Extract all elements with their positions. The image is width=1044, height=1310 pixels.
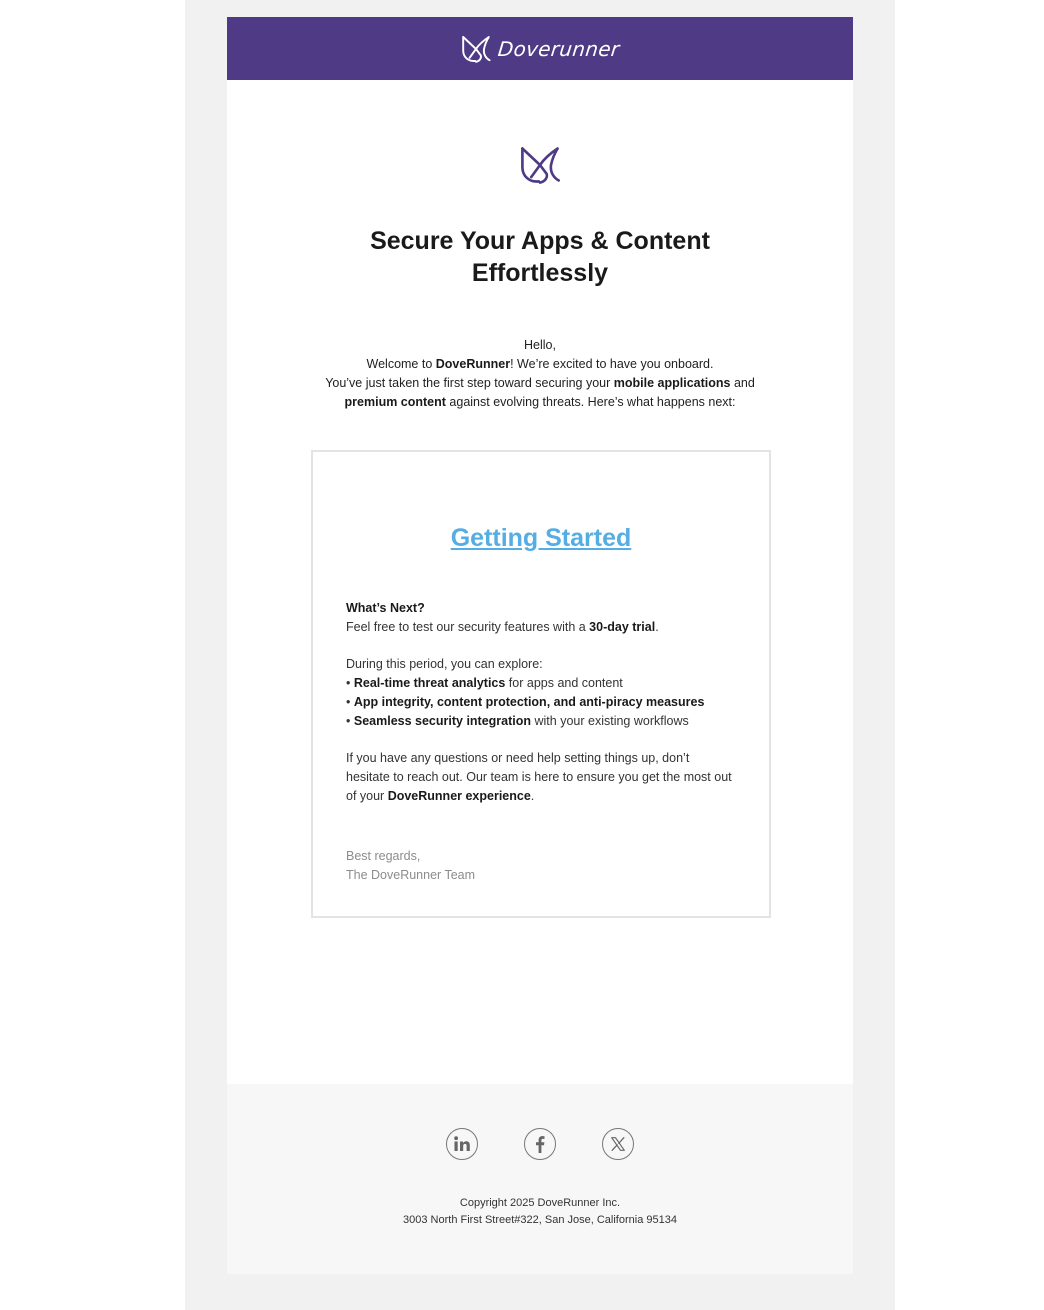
help-line-3 [346, 787, 741, 806]
copyright: Copyright 2025 DoveRunner Inc. [459, 1197, 621, 1209]
trial-bold: 30-day trial [589, 620, 656, 634]
footer-text [227, 1195, 853, 1229]
bullet: • [346, 695, 351, 709]
intro-line-4 [227, 393, 853, 412]
facebook-icon [530, 1134, 550, 1154]
signoff-line-2: The DoveRunner Team [346, 868, 476, 882]
page-title: Secure Your Apps & Content Effortlessly [370, 227, 710, 287]
intro-line-3-prefix: You’ve just taken the first step toward securing your [325, 376, 614, 390]
getting-started-card [311, 450, 771, 918]
welcome-suffix: ! We’re excited to have you onboard. [510, 357, 714, 371]
brand-wordmark: Doverunner [496, 36, 622, 61]
trial-suffix: . [655, 620, 659, 634]
help-line-3-prefix: of your [346, 789, 388, 803]
welcome-line [227, 355, 853, 374]
whats-next-heading: What’s Next? [346, 601, 425, 615]
explore-intro: During this period, you can explore: [346, 657, 543, 671]
trial-line [346, 618, 741, 637]
address: 3003 North First Street#322, San Jose, California 95134 [403, 1214, 677, 1226]
header-bar [227, 17, 853, 80]
bullet-rest: with your existing workflows [531, 714, 689, 728]
bullet: • [346, 714, 351, 728]
linkedin-button[interactable] [446, 1128, 478, 1160]
help-line-3-suffix: . [530, 789, 535, 803]
signoff [346, 847, 475, 885]
getting-started-link[interactable]: Getting Started [450, 524, 632, 552]
dove-logo-icon [460, 33, 492, 65]
help-line-3-bold: DoveRunner experience [387, 789, 531, 803]
intro-line-3 [227, 374, 853, 393]
intro-line-4-suffix: against evolving threats. Here’s what happens next: [445, 395, 736, 409]
bullet-bold: Seamless security integration [353, 714, 532, 728]
bullet: • [346, 676, 351, 690]
intro-text [227, 336, 853, 412]
facebook-button[interactable] [524, 1128, 556, 1160]
linkedin-icon [452, 1134, 472, 1154]
intro-line-3-suffix: and [730, 376, 755, 390]
x-icon [609, 1135, 627, 1153]
welcome-brand: DoveRunner [435, 357, 511, 371]
footer [227, 1084, 853, 1274]
bullet-bold: App integrity, content protection, and anti-piracy measures [353, 695, 705, 709]
signoff-line-1: Best regards, [346, 849, 421, 863]
list-item [346, 712, 741, 731]
list-item [346, 693, 741, 712]
help-line-1: If you have any questions or need help setting things up, don’t [346, 751, 690, 765]
help-line-2: hesitate to reach out. Our team is here to ensure you get the most out [346, 770, 732, 784]
trial-prefix: Feel free to test our security features with a [346, 620, 590, 634]
dove-logo-icon [518, 143, 562, 187]
bullet-rest: for apps and content [505, 676, 623, 690]
intro-line-4-bold: premium content [344, 395, 446, 409]
card-body [346, 599, 741, 806]
intro-line-3-bold: mobile applications [613, 376, 731, 390]
welcome-prefix: Welcome to [366, 357, 436, 371]
list-item [346, 674, 741, 693]
social-links [227, 1128, 853, 1160]
email-container [227, 17, 853, 1274]
header-logo[interactable] [460, 33, 620, 65]
greeting: Hello, [524, 338, 556, 352]
x-button[interactable] [602, 1128, 634, 1160]
bullet-bold: Real-time threat analytics [353, 676, 506, 690]
